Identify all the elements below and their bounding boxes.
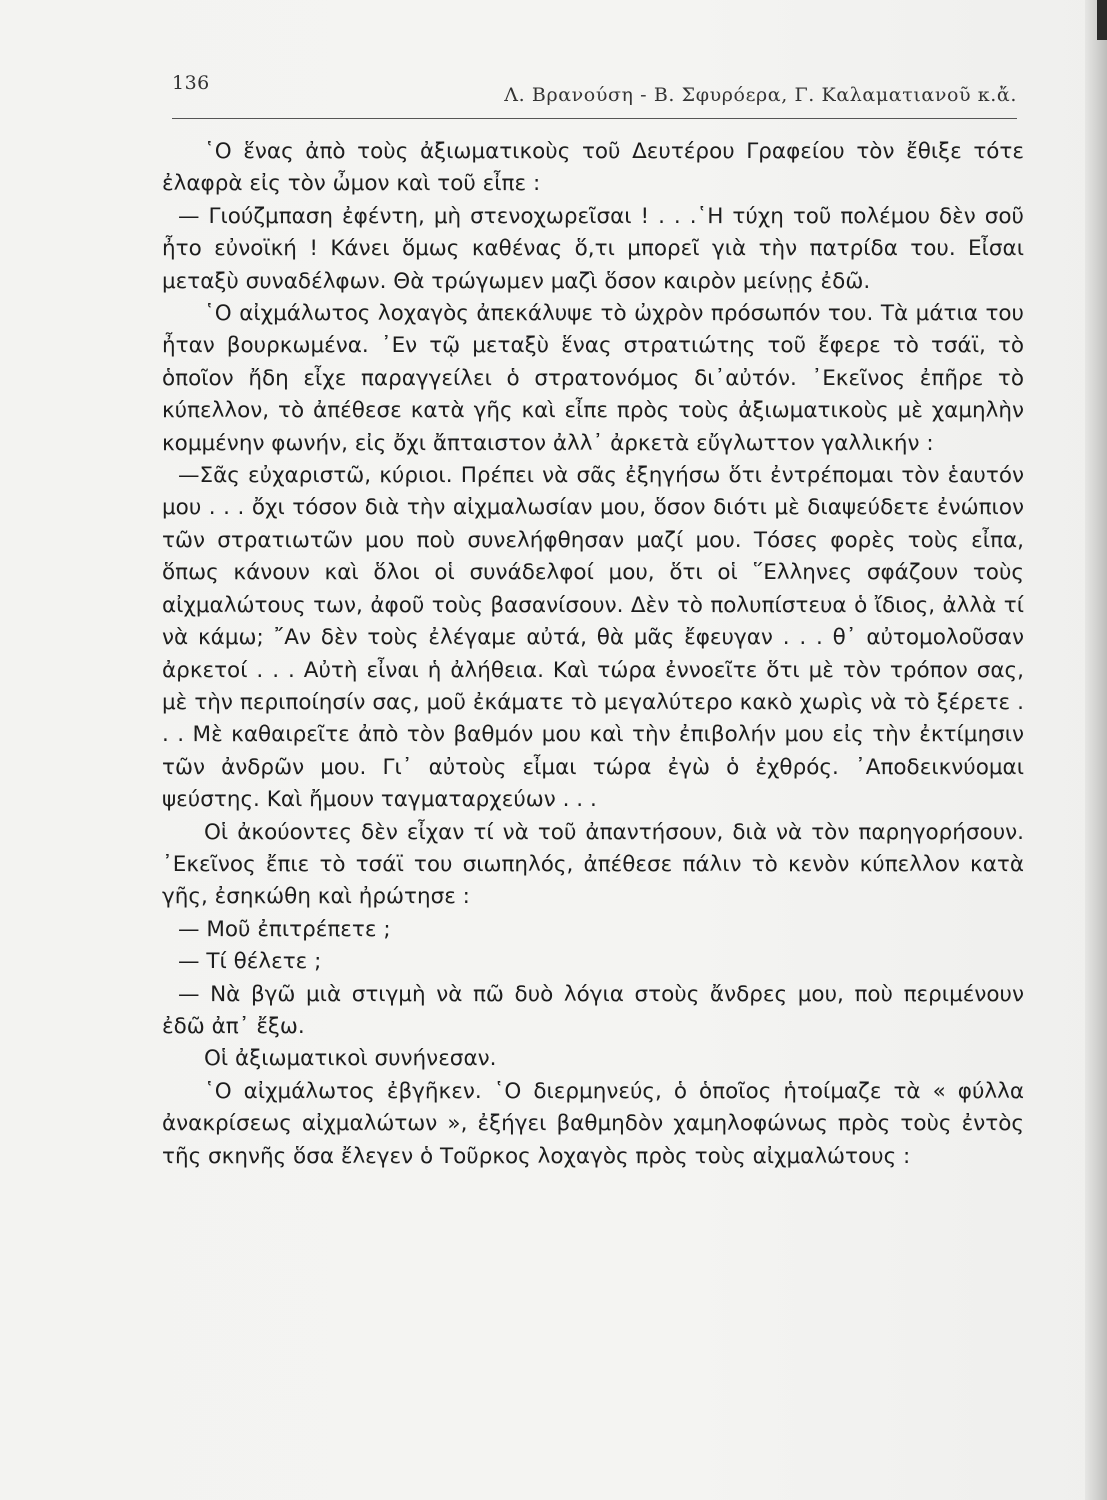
header-rule: [172, 118, 1017, 119]
paragraph: Οἱ ἀξιωματικοὶ συνήνεσαν.: [204, 1046, 497, 1072]
paragraph: ῾Ο αἰχμάλωτος ἐβγῆκεν. ῾Ο διερμηνεύς, ὁ ὁποῖος ἡτοίμαζε τὰ « φύλλα ἀνακρίσεως αἰχμαλώτων », ἐξήγει βαθμηδὸν χαμηλοφώνως πρὸς τοὺς ἐντὸς τῆς σκηνῆς ὅσα ἔλεγεν ὁ Τοῦρκος λοχαγὸς πρὸς τοὺς αἰχμαλώτους :: [162, 1078, 1024, 1169]
paragraph: — Γιούζμπαση ἐφέντη, μὴ στενοχωρεῖσαι ! . . .῾Η τύχη τοῦ πολέμου δὲν σοῦ ἦτο εὐνοϊκή ! Κάνει ὅμως καθένας ὅ,τι μπορεῖ γιὰ τὴν πατρίδα του. Εἶσαι μεταξὺ συναδέλφων. Θὰ τρώγωμεν μαζὶ ὅσον καιρὸν μείνῃς ἐδῶ.: [162, 203, 1024, 294]
paragraph: Οἱ ἀκούοντες δὲν εἶχαν τί νὰ τοῦ ἀπαντήσουν, διὰ νὰ τὸν παρηγορήσουν. ᾿Εκεῖνος ἔπιε τὸ τσάϊ του σιωπηλός, ἀπέθεσε πάλιν τὸ κενὸν κύπελλον κατὰ γῆς, ἐσηκώθη καὶ ἠρώτησε :: [162, 819, 1024, 910]
page-header: [172, 72, 1017, 122]
paragraph: ῾Ο ἕνας ἀπὸ τοὺς ἀξιωματικοὺς τοῦ Δευτέρου Γραφείου τὸν ἔθιξε τότε ἐλαφρὰ εἰς τὸν ὦμον καὶ τοῦ εἶπε :: [162, 139, 1024, 197]
paragraph: —Σᾶς εὐχαριστῶ, κύριοι. Πρέπει νὰ σᾶς ἐξηγήσω ὅτι ἐντρέπομαι τὸν ἑαυτόν μου . . . ὄχι τόσον διὰ τὴν αἰχμαλωσίαν μου, ὅσον διότι μὲ διαψεύδετε ἐνώπιον τῶν στρατιωτῶν μου ποὺ συνελήφθησαν μαζί μου. Τόσες φορὲς τοὺς εἶπα, ὅπως κάνουν καὶ ὅλοι οἱ συνάδελφοί μου, ὅτι οἱ ῞Ελληνες σφάζουν τοὺς αἰχμαλώτους των, ἀφοῦ τοὺς βασανίσουν. Δὲν τὸ πολυπίστευα ὁ ἴδιος, ἀλλὰ τί νὰ κάμω; ῎Αν δὲν τοὺς ἐλέγαμε αὐτά, θὰ μᾶς ἔφευγαν . . . θ᾿ αὐτομολοῦσαν ἀρκετοί . . . Αὐτὴ εἶναι ἡ ἀλήθεια. Καὶ τώρα ἐννοεῖτε ὅτι μὲ τὸν τρόπον σας, μὲ τὴν περιποίησίν σας, μοῦ ἐκάματε τὸ μεγαλύτερο κακὸ χωρὶς νὰ τὸ ξέρετε . . . Μὲ καθαιρεῖτε ἀπὸ τὸν βαθμόν μου καὶ τὴν ἐπιβολήν μου εἰς τὴν ἐκτίμησιν τῶν ἀνδρῶν μου. Γι᾿ αὐτοὺς εἶμαι τώρα ἐγὼ ὁ ἐχθρός. ᾿Αποδεικνύομαι ψεύστης. Καὶ ἤμουν ταγματαρχεύων . . .: [162, 463, 1024, 813]
paragraph: ῾Ο αἰχμάλωτος λοχαγὸς ἀπεκάλυψε τὸ ὠχρὸν πρόσωπόν του. Τὰ μάτια του ἦταν βουρκωμένα. ᾿Εν τῷ μεταξὺ ἕνας στρατιώτης τοῦ ἔφερε τὸ τσάϊ, τὸ ὁποῖον ἤδη εἶχε παραγγείλει ὁ στρατονόμος δι᾿αὐτόν. ᾿Εκεῖνος ἐπῆρε τὸ κύπελλον, τὸ ἀπέθεσε κατὰ γῆς καὶ εἶπε πρὸς τοὺς ἀξιωματικοὺς μὲ χαμηλὴν κομμένην φωνήν, εἰς ὄχι ἄπταιστον ἀλλ᾿ ἀρκετὰ εὔγλωττον γαλλικήν :: [162, 301, 1024, 456]
paragraph: — Τί θέλετε ;: [178, 949, 322, 975]
page-edge-shadow: [1085, 0, 1107, 1500]
page-corner-mark: [1097, 0, 1107, 40]
paragraph: — Μοῦ ἐπιτρέπετε ;: [178, 916, 391, 942]
page-number: 136: [172, 72, 210, 94]
paragraph: — Νὰ βγῶ μιὰ στιγμὴ νὰ πῶ δυὸ λόγια στοὺς ἄνδρες μου, ποὺ περιμένουν ἐδῶ ἀπ᾿ ἔξω.: [162, 981, 1024, 1039]
running-head: Λ. Βρανούση - Β. Σφυρόερα, Γ. Καλαματιανοῦ κ.ἄ.: [504, 84, 1017, 106]
body-text: [162, 136, 1024, 1173]
